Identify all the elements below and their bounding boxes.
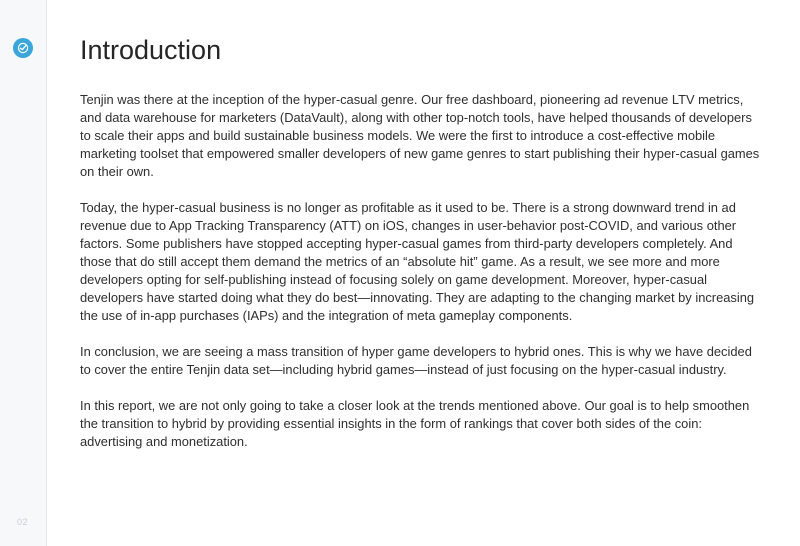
paragraph-4: In this report, we are not only going to take a closer look at the trends mentioned above. Our goal is to help smoothen the transition to hybrid by providing essential insights in the form of rankings that cover both sides of the coin: advertising and monetization. xyxy=(80,398,750,449)
page-number: 02 xyxy=(17,517,29,527)
paragraph-3: In conclusion, we are seeing a mass transition of hyper game developers to hybrid ones. This is why we have decided to cover the entire Tenjin data set—including hybrid games—instead of just focusing on the hyper-casual industry. xyxy=(80,344,752,377)
sidebar xyxy=(0,0,47,546)
main-content xyxy=(80,30,765,451)
paragraph-2: Today, the hyper-casual business is no longer as profitable as it used to be. There is a strong downward trend in ad revenue due to App Tracking Transparency (ATT) on iOS, changes in user-behavior post-COVID, and various other factors. Some publishers have stopped accepting hyper-casual games from third-party developers completely. And those that do still accept them demand the metrics of an “absolute hit” game. As a result, we see more and more developers opting for self-publishing instead of focusing solely on game development. Moreover, hyper-casual developers have started doing what they do best—innovating. They are adapting to the changing market by increasing the use of in-app purchases (IAPs) and the integration of meta gameplay components. xyxy=(80,200,755,323)
page-title: Introduction xyxy=(80,35,222,65)
paragraph-1: Tenjin was there at the inception of the hyper-casual genre. Our free dashboard, pioneering ad revenue LTV metrics, and data warehouse for marketers (DataVault), along with other top-notch tools, have helped thousands of developers to scale their apps and build sustainable business models. We were the first to introduce a cost-effective mobile marketing toolset that empowered smaller developers of new game genres to start publishing their hyper-casual games on their own. xyxy=(80,92,760,179)
tenjin-logo-icon xyxy=(13,38,33,58)
